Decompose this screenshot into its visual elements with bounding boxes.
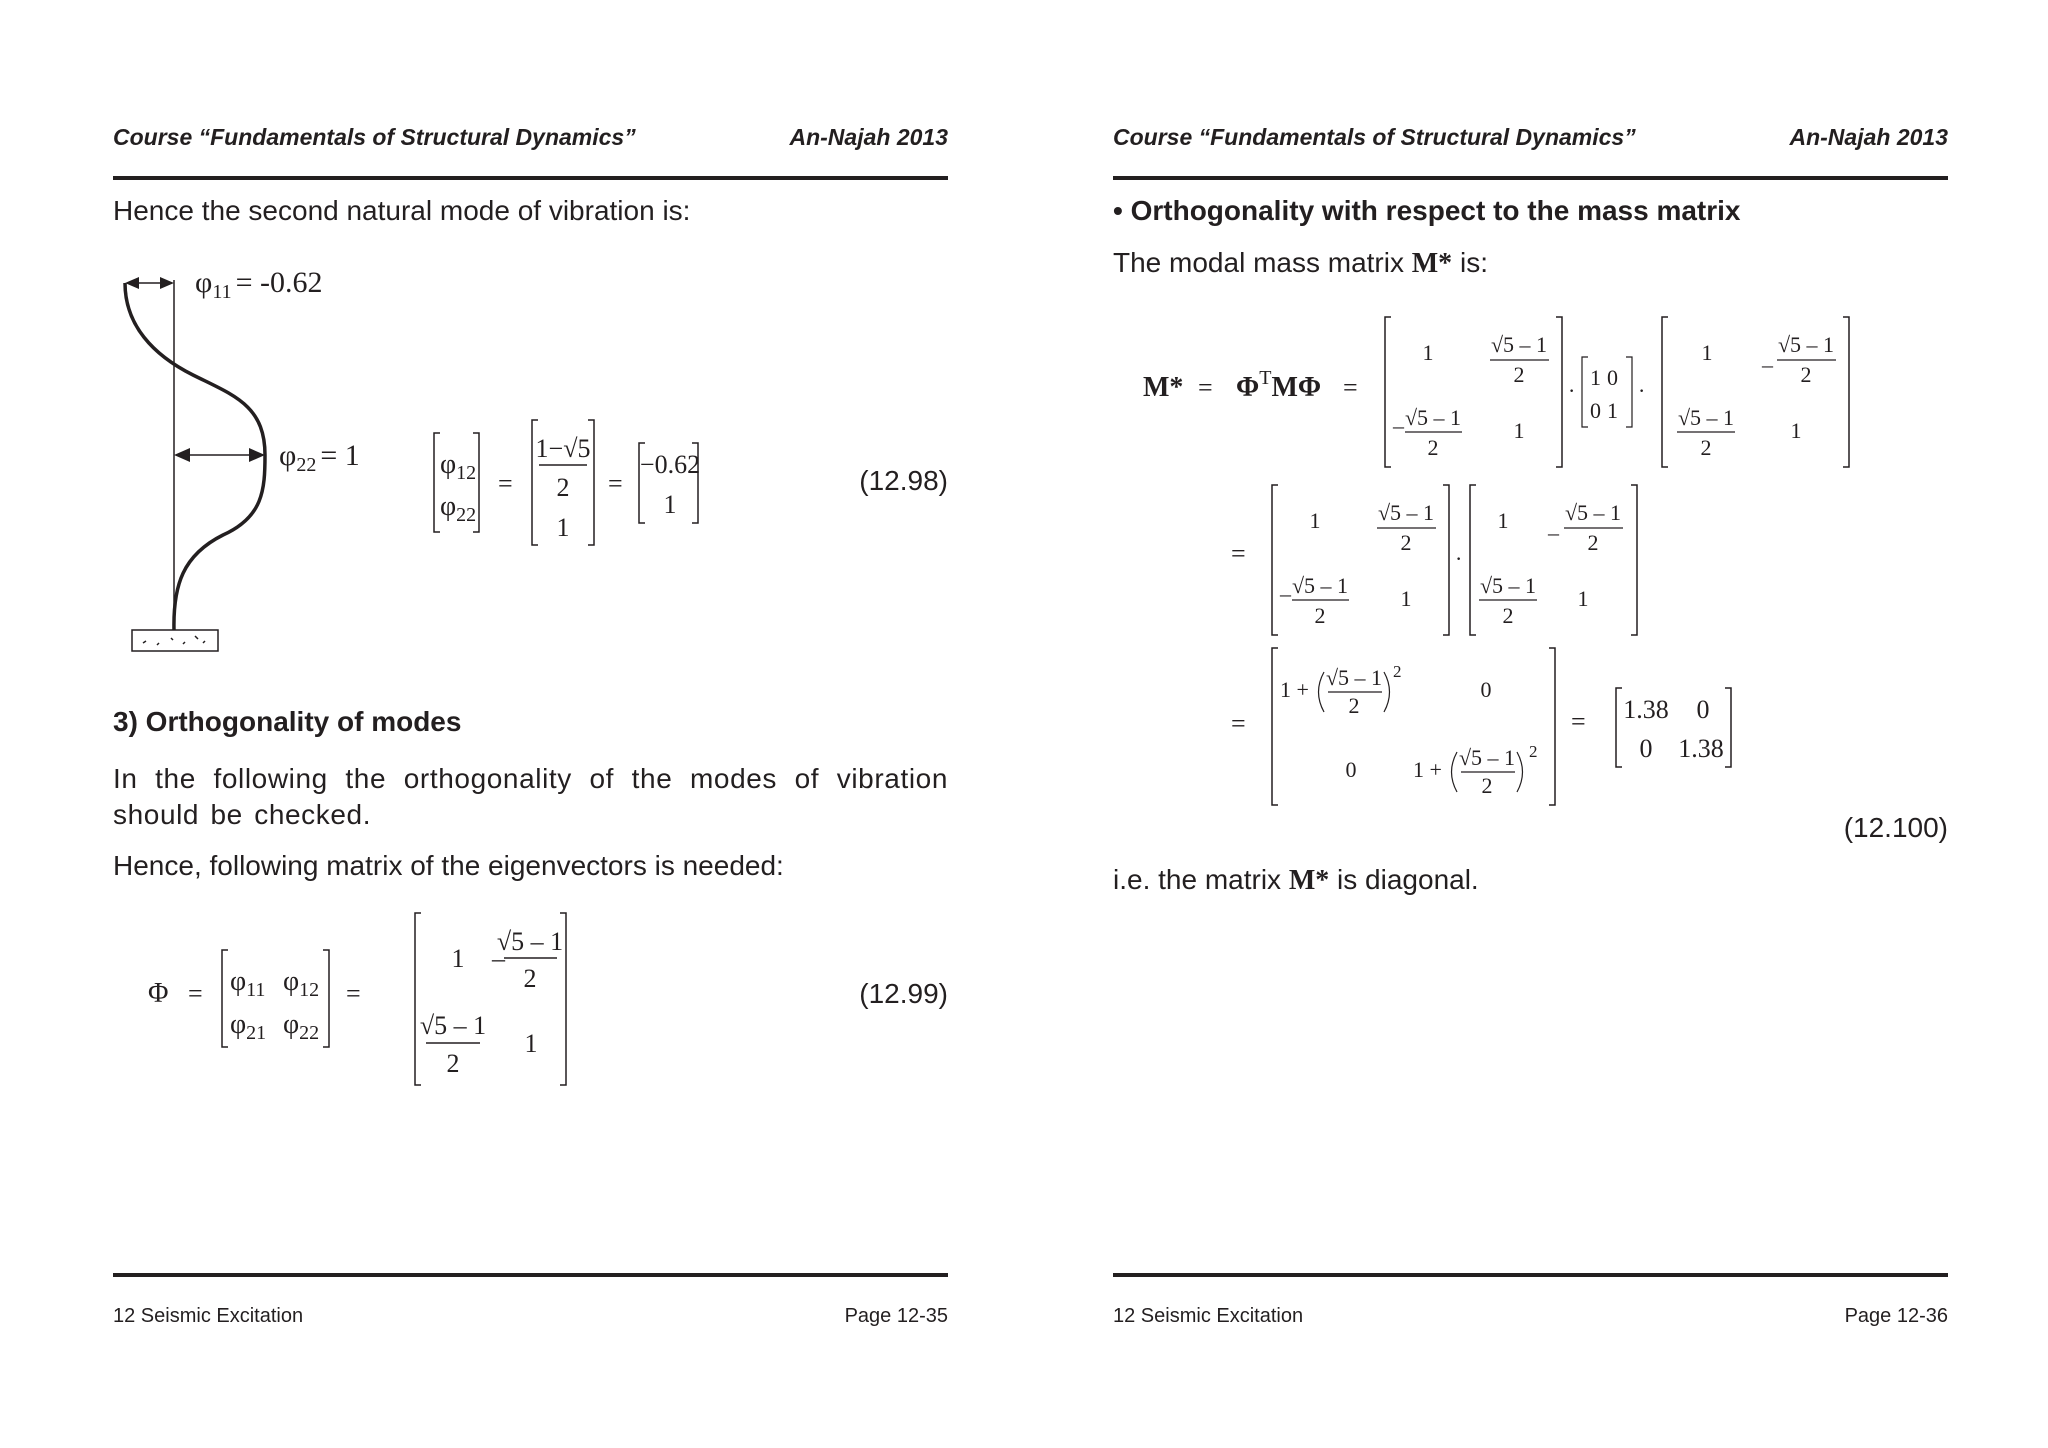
svg-text:√5 – 1: √5 – 1 — [1291, 573, 1349, 598]
svg-text:M*: M* — [1143, 372, 1184, 403]
svg-text:2: 2 — [1481, 773, 1493, 798]
svg-text:1−√5: 1−√5 — [535, 434, 591, 463]
footer-rule — [113, 1273, 948, 1277]
svg-text:φ12: $\varphi_{12}$ — [440, 449, 477, 484]
left-page — [113, 0, 948, 1448]
svg-text:√5 – 1: √5 – 1 — [1458, 745, 1516, 770]
svg-text:√5 – 1: √5 – 1 — [1479, 573, 1537, 598]
svg-text:–: – — [1548, 520, 1559, 545]
conclusion-text: i.e. the matrix M* is diagonal. — [1113, 864, 1479, 896]
svg-text:√5 – 1: √5 – 1 — [496, 927, 564, 956]
svg-text:2: 2 — [523, 964, 537, 993]
svg-text:0: 0 — [1345, 757, 1357, 782]
svg-text:2: 2 — [556, 473, 570, 502]
svg-text:1: 1 — [1497, 508, 1509, 533]
svg-text:=: = — [498, 469, 513, 498]
arrow-right-icon — [249, 448, 265, 462]
svg-text:1 +: 1 + — [1280, 677, 1309, 702]
course-title: Course “Fundamentals of Structural Dynamics” — [1113, 124, 1636, 150]
svg-text:1: 1 — [1577, 586, 1589, 611]
svg-text:=: = — [188, 979, 203, 1008]
svg-text:0: 0 — [1696, 695, 1710, 724]
svg-text:1 +: 1 + — [1413, 757, 1442, 782]
svg-text:10: 1 0 — [1590, 365, 1618, 390]
svg-text:01: 0 1 — [1590, 398, 1618, 423]
svg-text:1: 1 — [1309, 508, 1321, 533]
svg-text:1: 1 — [1701, 340, 1713, 365]
svg-text:1: 1 — [524, 1029, 538, 1058]
footer-rule — [1113, 1273, 1948, 1277]
svg-text:2: 2 — [1502, 603, 1514, 628]
svg-text:–: – — [1280, 581, 1291, 606]
svg-text:2: 2 — [1513, 362, 1525, 387]
paragraph: Hence, following matrix of the eigenvectors is needed: — [113, 850, 784, 881]
svg-text:=: = — [1198, 373, 1213, 402]
svg-text:2: 2 — [1314, 603, 1326, 628]
svg-text:−0.62: −0.62 — [639, 450, 701, 479]
phi22-label: $\varphi_{22} = 1$ — [279, 439, 360, 476]
svg-text:√5 – 1: √5 – 1 — [1325, 665, 1383, 690]
svg-text:1: 1 — [556, 513, 570, 542]
svg-text:ΦTMΦ: $\Phi^TM\Phi$ — [1236, 367, 1322, 403]
paragraph: In the following the orthogonality of the modes of vibration should be checked. — [113, 763, 948, 830]
svg-text:2: 2 — [1529, 742, 1538, 761]
mode-shape-figure — [113, 255, 413, 665]
svg-text:√5 – 1: √5 – 1 — [1490, 332, 1548, 357]
course-title: Course “Fundamentals of Structural Dynamics” — [113, 124, 636, 150]
chapter-label: 12 Seismic Excitation — [113, 1305, 304, 1327]
svg-text:·: · — [1638, 378, 1646, 403]
page-number: Page 12-36 — [1844, 1305, 1948, 1327]
svg-text:1: 1 — [1400, 586, 1412, 611]
svg-text:2: 2 — [446, 1049, 460, 1078]
page-header — [1113, 124, 1948, 154]
equation-number: (12.99) — [859, 978, 948, 1009]
svg-text:Φ: Φ — [148, 978, 169, 1009]
venue-year: An-Najah 2013 — [789, 124, 948, 150]
header-rule — [113, 176, 948, 180]
svg-text:–: – — [1393, 413, 1404, 438]
svg-text:2: 2 — [1348, 693, 1360, 718]
arrow-left-icon — [174, 448, 190, 462]
svg-text:1: 1 — [663, 490, 677, 519]
bullet-icon: • — [1113, 195, 1131, 226]
svg-text:1: 1 — [1790, 418, 1802, 443]
page-header — [113, 124, 948, 154]
svg-text:√5 – 1: √5 – 1 — [419, 1011, 487, 1040]
svg-text:=: = — [1231, 539, 1246, 568]
header-rule — [1113, 176, 1948, 180]
svg-text:–: – — [1762, 352, 1773, 377]
svg-text:2: 2 — [1400, 530, 1412, 555]
equation-12-100 — [1143, 310, 1835, 810]
svg-text:0: 0 — [1480, 677, 1492, 702]
svg-text:1: 1 — [1422, 340, 1434, 365]
arrow-left-icon — [125, 277, 139, 289]
venue-year: An-Najah 2013 — [1789, 124, 1948, 150]
svg-text:2: 2 — [1587, 530, 1599, 555]
svg-text:=: = — [1343, 373, 1358, 402]
phi11-label: $\varphi_{11} = -0.62$ — [195, 266, 323, 303]
svg-text:√5 – 1: √5 – 1 — [1404, 405, 1462, 430]
svg-text:φ11: $\varphi_{11}$ — [230, 966, 266, 1001]
equation-number: (12.98) — [859, 465, 948, 496]
svg-text:φ12: $\varphi_{12}$ — [283, 966, 320, 1001]
svg-text:2: 2 — [1800, 362, 1812, 387]
modal-intro: The modal mass matrix M* is: — [1113, 247, 1488, 279]
arrow-right-icon — [160, 277, 174, 289]
svg-text:=: = — [608, 469, 623, 498]
svg-text:2: 2 — [1427, 435, 1439, 460]
equation-number: (12.100) — [1843, 812, 1948, 843]
svg-text:1.38: 1.38 — [1623, 695, 1669, 724]
intro-text: Hence the second natural mode of vibration is: — [113, 195, 691, 226]
svg-text:2: 2 — [1700, 435, 1712, 460]
svg-text:1: 1 — [451, 944, 465, 973]
svg-text:φ22: $\varphi_{22}$ — [283, 1009, 320, 1044]
svg-text:φ21: $\varphi_{21}$ — [230, 1009, 267, 1044]
svg-text:√5 – 1: √5 – 1 — [1564, 500, 1622, 525]
base-block — [132, 630, 218, 651]
svg-text:√5 – 1: √5 – 1 — [1777, 332, 1835, 357]
right-page — [1113, 0, 1948, 1448]
svg-text:√5 – 1: √5 – 1 — [1377, 500, 1435, 525]
svg-text:0: 0 — [1639, 734, 1653, 763]
svg-text:=: = — [346, 979, 361, 1008]
svg-text:–: – — [492, 944, 505, 973]
svg-text:1.38: 1.38 — [1678, 734, 1724, 763]
svg-text:√5 – 1: √5 – 1 — [1677, 405, 1735, 430]
equation-12-98 — [428, 415, 728, 555]
svg-text:1: 1 — [1513, 418, 1525, 443]
svg-text:·: · — [1568, 378, 1576, 403]
svg-text:·: · — [1455, 546, 1463, 571]
bullet-heading: • Orthogonality with respect to the mass matrix — [1113, 195, 1741, 226]
section-heading: 3) Orthogonality of modes — [113, 706, 462, 737]
svg-text:2: 2 — [1393, 662, 1402, 681]
equation-12-99 — [148, 910, 628, 1090]
chapter-label: 12 Seismic Excitation — [1113, 1305, 1304, 1327]
svg-text:φ22: $\varphi_{22}$ — [440, 491, 477, 526]
mode-shape-curve — [125, 283, 265, 630]
page-number: Page 12-35 — [844, 1305, 948, 1327]
svg-text:=: = — [1571, 707, 1586, 736]
svg-text:=: = — [1231, 709, 1246, 738]
